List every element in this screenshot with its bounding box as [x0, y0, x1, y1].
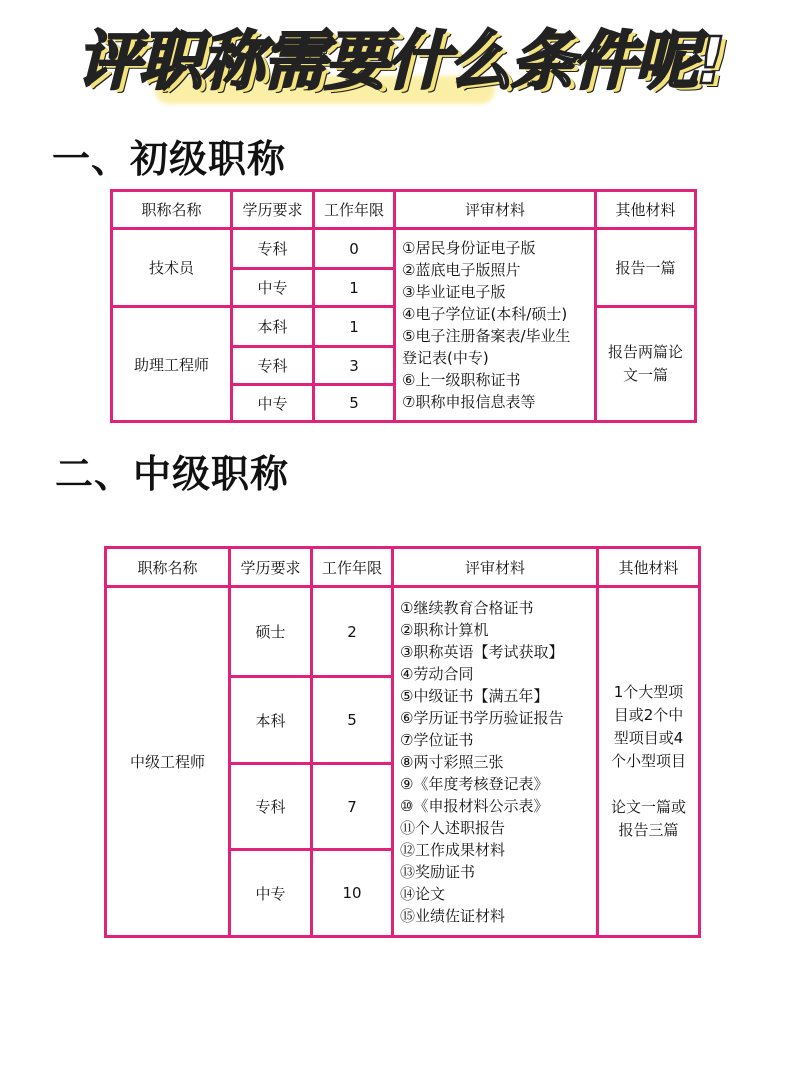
title-name-cell: 中级工程师 — [106, 587, 230, 937]
other-materials-cell — [598, 587, 700, 937]
education-cell: 本科 — [230, 677, 312, 764]
years-cell: 2 — [312, 587, 393, 677]
education-cell: 本科 — [232, 307, 314, 347]
education-cell: 专科 — [232, 229, 314, 269]
header-cell: 工作年限 — [312, 548, 393, 587]
material-item: ②职称计算机 — [400, 620, 489, 639]
intermediate-title-table — [104, 546, 701, 938]
material-item: ⑮业绩佐证材料 — [400, 906, 506, 925]
junior-title-table — [110, 189, 697, 423]
header-cell: 学历要求 — [230, 548, 312, 587]
material-item: ⑬奖励证书 — [400, 862, 476, 881]
years-cell: 1 — [314, 269, 395, 307]
years-cell: 10 — [312, 850, 393, 937]
material-item: ⑧两寸彩照三张 — [400, 752, 504, 771]
page-title: 评职称需要什么条件呢! — [76, 25, 724, 99]
education-cell: 中专 — [232, 385, 314, 422]
other-spacer — [599, 773, 698, 796]
other-line: 1个大型项 — [613, 683, 684, 701]
materials-list — [393, 587, 598, 937]
material-item: ③毕业证电子版 — [402, 283, 506, 301]
material-item: ⑤电子注册备案表/毕业生 — [402, 327, 571, 345]
other-line: 型项目或4 — [613, 729, 684, 747]
material-item: ⑦学位证书 — [400, 730, 474, 749]
material-item: ⑩《申报材料公示表》 — [400, 796, 549, 815]
other-materials-cell: 报告一篇 — [596, 229, 696, 307]
other-line: 目或2个中 — [613, 706, 684, 724]
section-heading-intermediate: 二、中级职称 — [55, 452, 290, 496]
title-name-cell: 技术员 — [112, 229, 232, 307]
material-item: ⑨《年度考核登记表》 — [400, 774, 549, 793]
material-item: 登记表(中专) — [402, 349, 489, 367]
other-line: 报告三篇 — [618, 821, 679, 839]
years-cell: 1 — [314, 307, 395, 347]
education-cell: 中专 — [230, 850, 312, 937]
other-line: 个小型项目 — [610, 752, 686, 770]
material-item: ①继续教育合格证书 — [400, 598, 534, 617]
material-item: ③职称英语【考试获取】 — [400, 642, 564, 661]
header-cell: 其他材料 — [598, 548, 700, 587]
header-cell: 评审材料 — [393, 548, 598, 587]
header-cell: 工作年限 — [314, 191, 395, 229]
header-cell: 评审材料 — [395, 191, 596, 229]
material-item: ⑥学历证书学历验证报告 — [400, 708, 564, 727]
header-cell: 其他材料 — [596, 191, 696, 229]
years-cell: 7 — [312, 764, 393, 850]
years-cell: 3 — [314, 347, 395, 385]
material-item: ④电子学位证(本科/硕士) — [402, 305, 568, 323]
title-banner — [60, 8, 740, 108]
education-cell: 专科 — [232, 347, 314, 385]
years-cell: 5 — [314, 385, 395, 422]
other-materials-cell: 报告两篇论文一篇 — [596, 307, 696, 422]
education-cell: 硕士 — [230, 587, 312, 677]
years-cell: 0 — [314, 229, 395, 269]
material-item: ②蓝底电子版照片 — [402, 261, 521, 279]
material-item: ⑭论文 — [400, 884, 446, 903]
header-cell: 职称名称 — [112, 191, 232, 229]
material-item: ⑥上一级职称证书 — [402, 371, 521, 389]
title-name-cell: 助理工程师 — [112, 307, 232, 422]
material-item: ④劳动合同 — [400, 664, 474, 683]
material-item: ⑪个人述职报告 — [400, 818, 506, 837]
material-item: ⑫工作成果材料 — [400, 840, 506, 859]
material-item: ①居民身份证电子版 — [402, 239, 536, 257]
header-cell: 学历要求 — [232, 191, 314, 229]
material-item: ⑦职称申报信息表等 — [402, 393, 536, 411]
education-cell: 中专 — [232, 269, 314, 307]
section-heading-junior: 一、初级职称 — [52, 137, 287, 181]
years-cell: 5 — [312, 677, 393, 764]
header-cell: 职称名称 — [106, 548, 230, 587]
material-item: ⑤中级证书【满五年】 — [400, 686, 549, 705]
other-line: 论文一篇或 — [610, 798, 686, 816]
education-cell: 专科 — [230, 764, 312, 850]
materials-list — [395, 229, 596, 422]
